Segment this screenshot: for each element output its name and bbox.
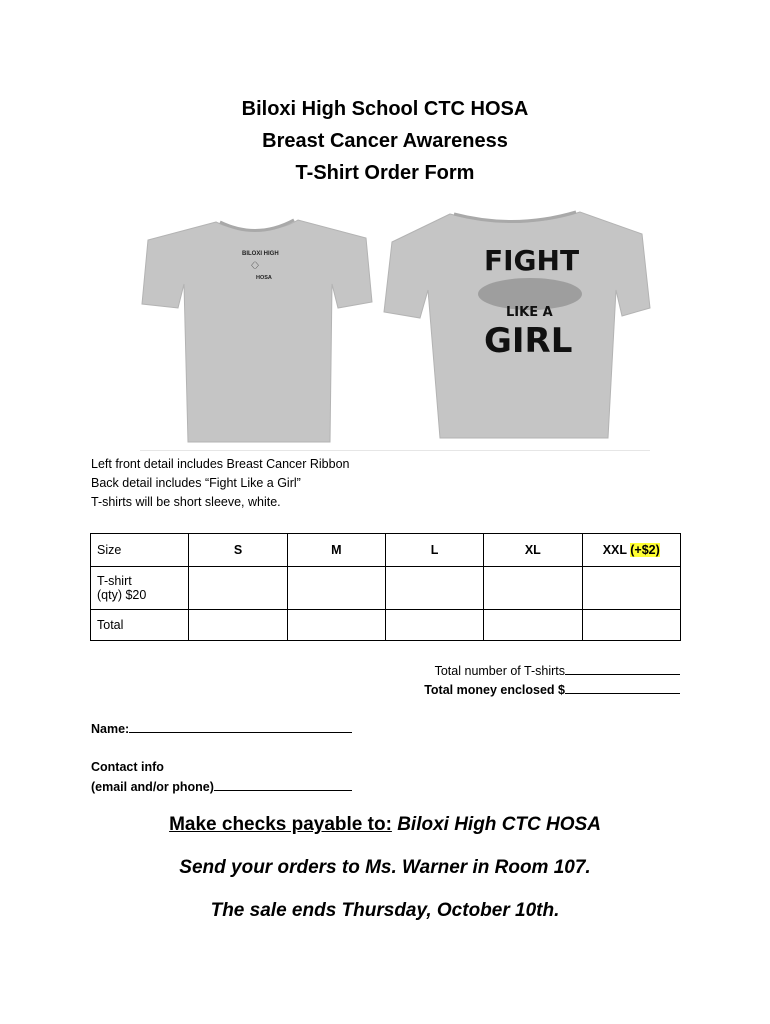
- size-label-cell: Size: [91, 534, 189, 567]
- tshirt-front-image: [138, 200, 376, 444]
- table-row-total: [91, 610, 681, 641]
- contact-blank[interactable]: [214, 777, 352, 791]
- image-divider: [140, 450, 650, 451]
- tshirt-back-image: [380, 200, 652, 444]
- name-blank[interactable]: [129, 719, 352, 733]
- form-title-line-2: Breast Cancer Awareness: [262, 130, 508, 152]
- size-header-m: M: [287, 534, 385, 567]
- front-print-text-1: BILOXI HIGH: [242, 251, 279, 257]
- total-shirts-line: Total number of T-shirts: [435, 661, 680, 681]
- table-header-row: [91, 534, 681, 567]
- tshirt-qty-label: T-shirt (qty) $20: [91, 567, 189, 610]
- payable-to-line: [0, 814, 770, 836]
- name-field: Name:: [91, 719, 352, 739]
- table-row-tshirt-qty: [91, 567, 681, 610]
- back-print-text-like-a: LIKE A: [506, 305, 553, 320]
- xxl-surcharge: (+$2): [630, 543, 660, 557]
- payable-name: Biloxi High CTC HOSA: [397, 814, 601, 835]
- back-print-text-girl: GIRL: [484, 321, 573, 361]
- svg-text:〈〉: 〈〉: [247, 261, 263, 270]
- sale-ends-line: The sale ends Thursday, October 10th.: [210, 900, 560, 921]
- total-cell-m[interactable]: [287, 610, 385, 641]
- qty-cell-xxl[interactable]: [582, 567, 681, 610]
- total-money-line: Total money enclosed $: [424, 680, 680, 700]
- qty-cell-s[interactable]: [189, 567, 287, 610]
- total-row-label: Total: [91, 610, 189, 641]
- send-orders-line: Send your orders to Ms. Warner in Room 107.: [179, 857, 591, 878]
- description-line: T-shirts will be short sleeve, white.: [91, 495, 281, 509]
- qty-cell-xl[interactable]: [484, 567, 582, 610]
- order-table: [90, 533, 681, 641]
- total-cell-xxl[interactable]: [582, 610, 681, 641]
- xxl-label: XXL: [602, 543, 627, 557]
- total-cell-xl[interactable]: [484, 610, 582, 641]
- qty-cell-m[interactable]: [287, 567, 385, 610]
- front-print-text-2: HOSA: [256, 275, 272, 281]
- size-header-xl: XL: [484, 534, 582, 567]
- size-header-xxl: [582, 534, 681, 567]
- total-money-blank[interactable]: [565, 680, 680, 694]
- payable-label: Make checks payable to:: [169, 814, 392, 835]
- size-header-s: S: [189, 534, 287, 567]
- total-cell-l[interactable]: [385, 610, 483, 641]
- total-cell-s[interactable]: [189, 610, 287, 641]
- contact-field: (email and/or phone): [91, 777, 352, 797]
- contact-label: Contact info: [91, 760, 164, 774]
- description-line: Back detail includes “Fight Like a Girl”: [91, 476, 301, 490]
- description-line: Left front detail includes Breast Cancer Ribbon: [91, 457, 350, 471]
- form-title-line-3: T-Shirt Order Form: [295, 162, 475, 184]
- qty-cell-l[interactable]: [385, 567, 483, 610]
- size-header-l: L: [385, 534, 483, 567]
- back-print-text-fight: FIGHT: [484, 244, 580, 277]
- form-title-line-1: Biloxi High School CTC HOSA: [241, 98, 529, 120]
- total-shirts-blank[interactable]: [565, 661, 680, 675]
